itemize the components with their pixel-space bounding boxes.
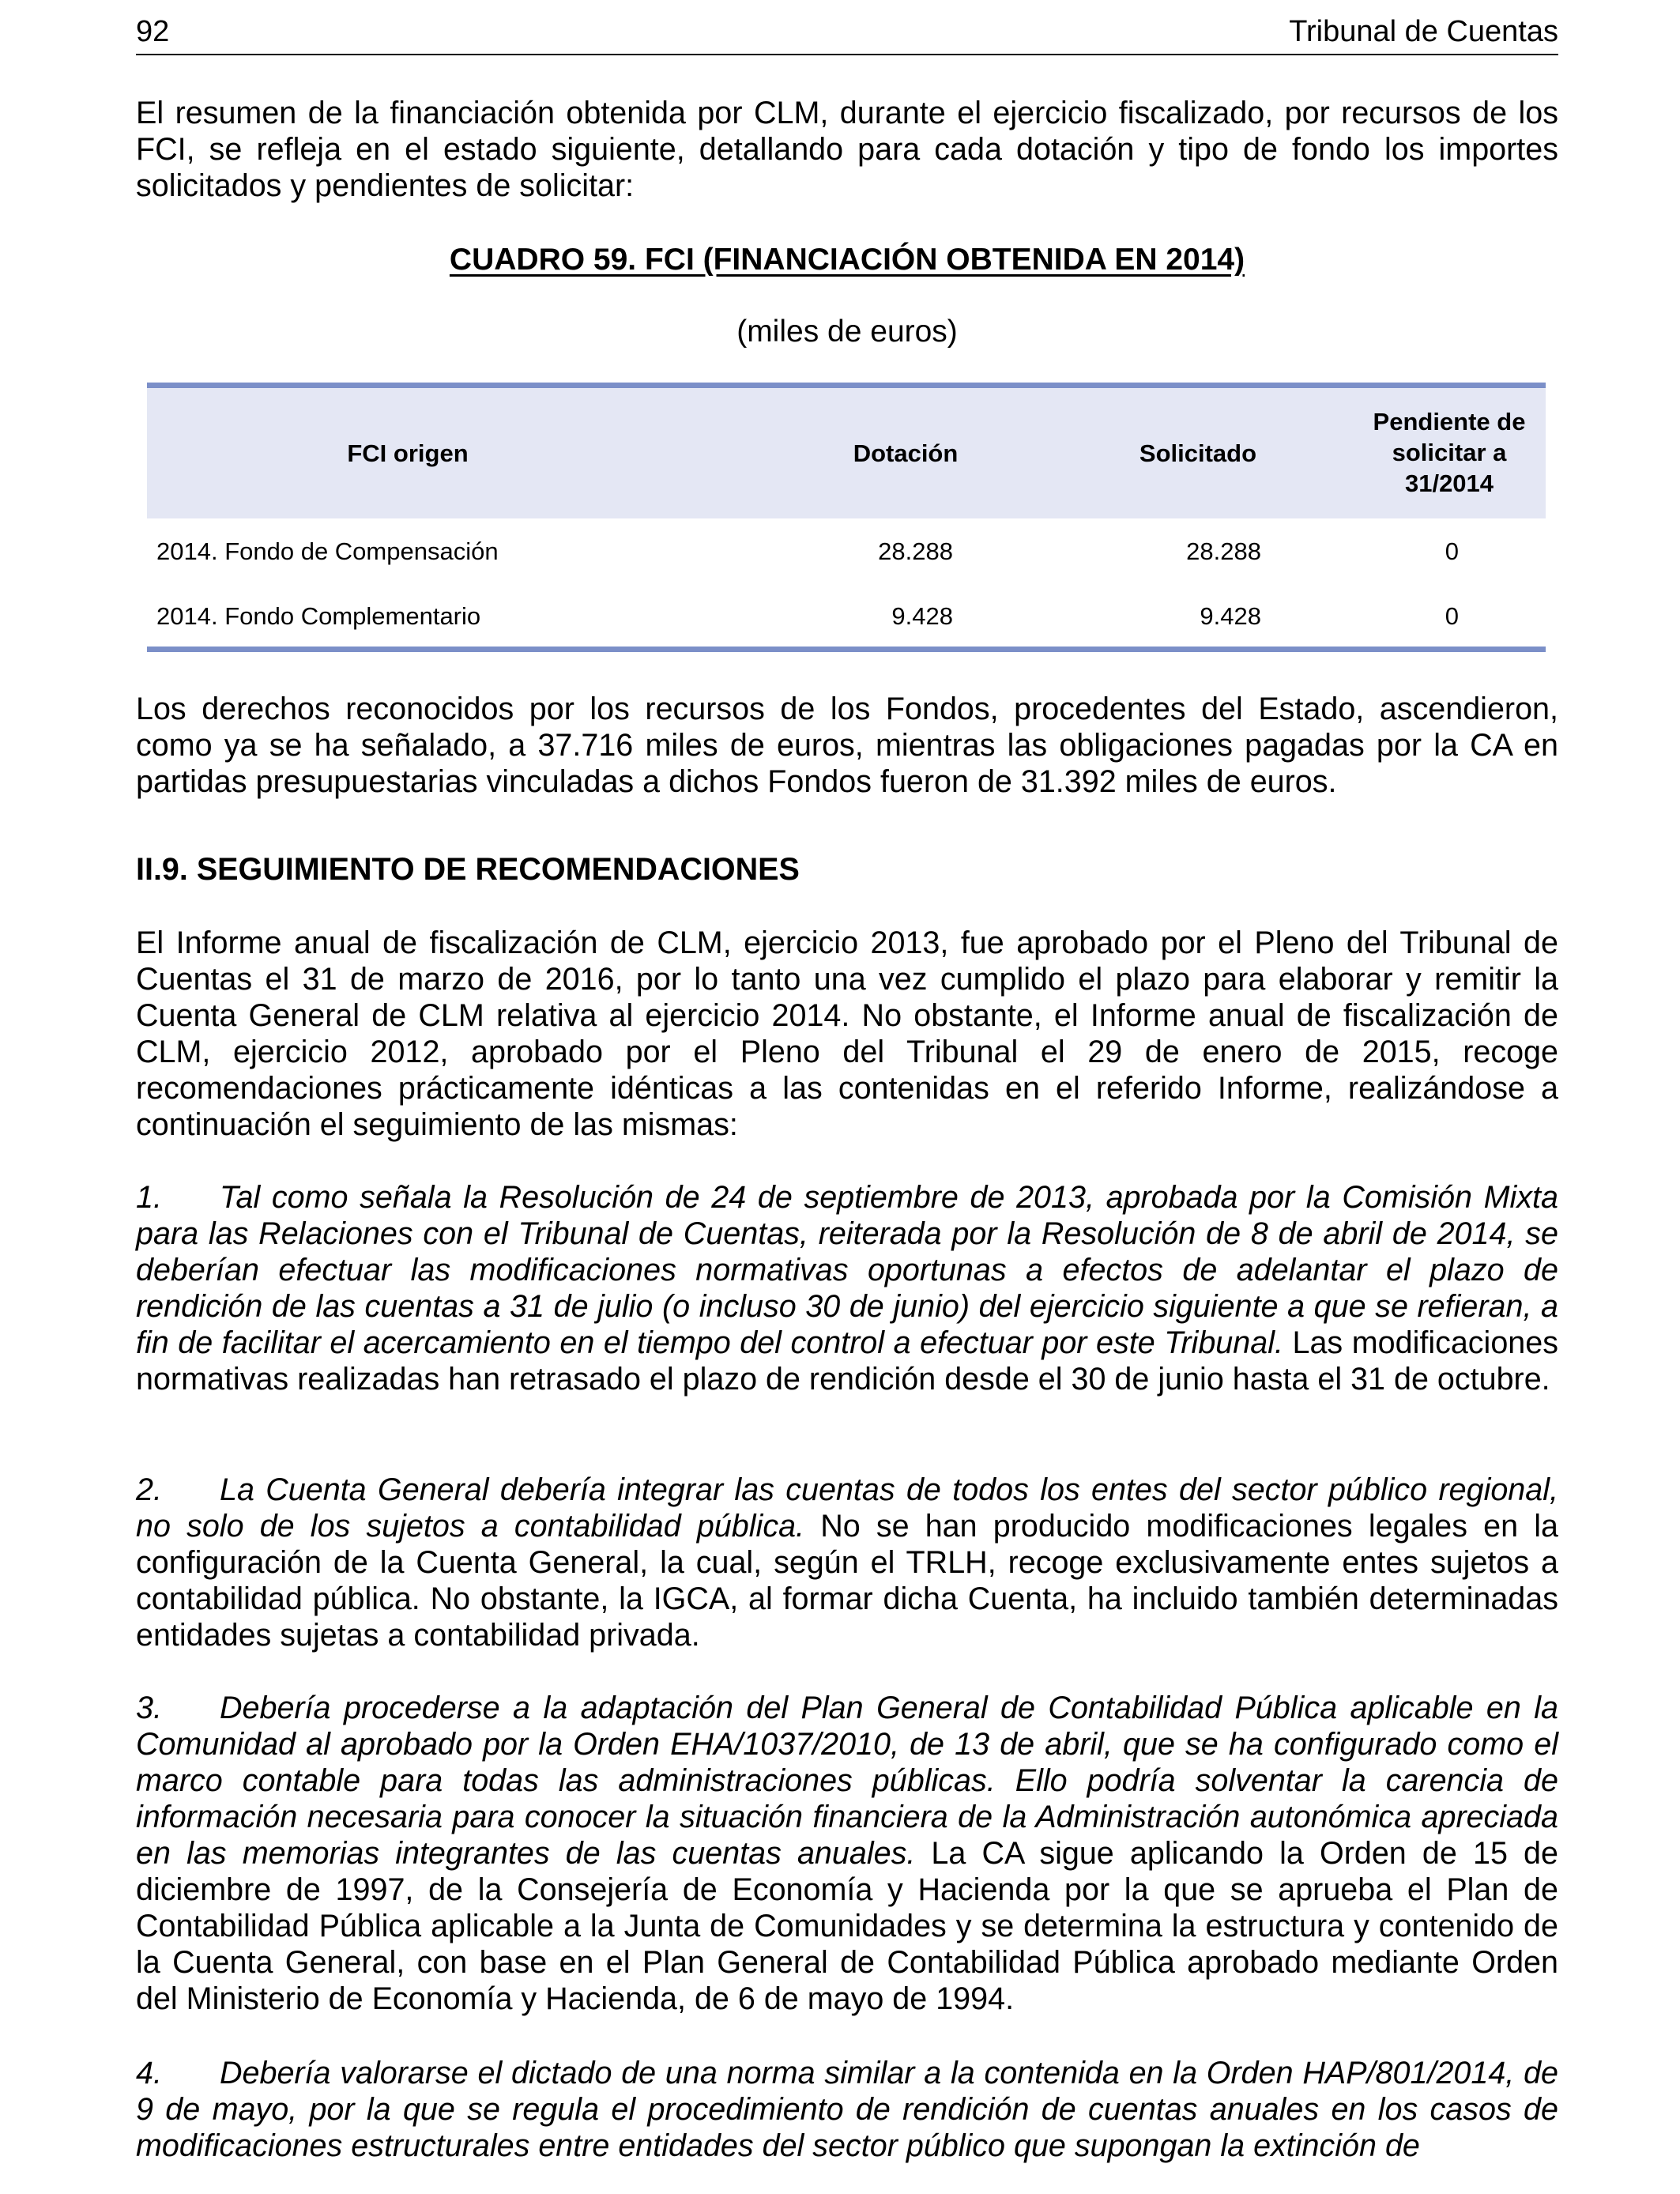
cell-solicitado: 9.428 [1200, 602, 1261, 630]
recommendation-italic: La Cuenta General debería integrar las cuentas de todos los entes del sector público regional, no solo de los sujetos a contabilidad pública. [136, 1472, 1558, 1544]
intro-paragraph [136, 95, 1558, 204]
col-header-pendiente [1354, 406, 1544, 499]
recommendation-3 [136, 1690, 1558, 2017]
header-publication: Tribunal de Cuentas [1289, 15, 1558, 48]
col-header-solicitado: Solicitado [1139, 439, 1257, 467]
cell-origen: 2014. Fondo Complementario [156, 602, 481, 630]
derechos-text: Los derechos reconocidos por los recursos de los Fondos, procedentes del Estado, ascendieron, como ya se ha señalado, a 37.716 miles de euros, mientras las obligaciones pagadas por la CA en partidas presupuestarias vinculadas a dichos Fondos fueron de 31.392 miles de euros. [136, 692, 1558, 799]
page-number: 92 [136, 15, 170, 48]
recommendation-followup: No se han producido modificaciones legales en la configuración de la Cuenta General, la cual, según el TRLH, recoge exclusivamente entes sujetos a contabilidad pública. No obstante, la IGCA, al formar dicha Cuenta, ha incluido también determinadas entidades sujetas a contabilidad privada. [136, 1509, 1559, 1653]
recommendation-italic: Debería procederse a la adaptación del Plan General de Contabilidad Pública aplicable en la Comunidad al aprobado por la Orden EHA/1037/2010, de 13 de abril, que se ha configurado como el marco contable para todas las administraciones públicas. Ello podría solventar la carencia de información necesaria para conocer la situación financiera de la Administración autonómica apreciada en las memorias integrantes de las cuentas anuales. [136, 1691, 1558, 1871]
cell-origen: 2014. Fondo de Compensación [156, 537, 499, 565]
recommendation-4 [136, 2055, 1558, 2164]
table-bottom-rule [147, 647, 1546, 652]
table-title: CUADRO 59. FCI (FINANCIACIÓN OBTENIDA EN 2014) [449, 243, 1245, 277]
section-intro-text: El Informe anual de fiscalización de CLM, ejercicio 2013, fue aprobado por el Pleno del Tribunal de Cuentas el 31 de marzo de 2016, por lo tanto una vez cumplido el plazo para elaborar y remitir la Cuenta General de CLM relativa al ejercicio 2014. No obstante, el Informe anual de fiscalización de CLM, ejercicio 2012, aprobado por el Pleno del Tribunal el 29 de enero de 2015, recoge recomendaciones prácticamente idénticas a las contenidas en el referido Informe, realizándose a continuación el seguimiento de las mismas: [136, 925, 1558, 1142]
recommendation-number: 2. [136, 1472, 162, 1507]
recommendation-italic: Debería valorarse el dictado de una norma similar a la contenida en la Orden HAP/801/2014, de 9 de mayo, por la que se regula el procedimiento de rendición de cuentas anuales en los casos de modificaciones estructurales entre entidades del sector público que supongan la extinción de [136, 2056, 1558, 2163]
recommendation-followup: La CA sigue aplicando la Orden de 15 de diciembre de 1997, de la Consejería de Economía y Hacienda por la que se aprueba el Plan de Contabilidad Pública aplicable a la Junta de Comunidades y se determina la estructura y contenido de la Cuenta General, con base en el Plan General de Contabilidad Pública aprobado mediante Orden del Ministerio de Economía y Hacienda, de 6 de mayo de 1994. [136, 1836, 1558, 2016]
recommendation-number: 1. [136, 1180, 162, 1215]
recommendation-number: 3. [136, 1691, 162, 1725]
cell-pendiente: 0 [1445, 602, 1459, 630]
cell-pendiente: 0 [1445, 537, 1459, 565]
col-header-pendiente-line1: Pendiente de [1373, 408, 1526, 435]
table-top-rule [147, 383, 1546, 388]
table-subtitle: (miles de euros) [736, 315, 958, 349]
derechos-paragraph [136, 691, 1558, 800]
recommendation-1 [136, 1179, 1558, 1397]
col-header-dotacion: Dotación [853, 439, 959, 467]
section-intro-paragraph [136, 925, 1558, 1143]
cell-dotacion: 9.428 [891, 602, 953, 630]
fci-table [147, 383, 1546, 653]
page-header [136, 14, 1558, 55]
col-header-origen: FCI origen [347, 439, 469, 467]
recommendation-italic: Tal como señala la Resolución de 24 de septiembre de 2013, aprobada por la Comisión Mixta para las Relaciones con el Tribunal de Cuentas, reiterada por la Resolución de 8 de abril de 2014, se deberían efectuar las modificaciones normativas oportunas a efectos de adelantar el plazo de rendición de las cuentas a 31 de julio (o incluso 30 de junio) del ejercicio siguiente a que se refieran, a fin de facilitar el acercamiento en el tiempo del control a efectuar por este Tribunal. [136, 1180, 1558, 1360]
recommendation-2 [136, 1472, 1558, 1653]
col-header-pendiente-line2: solicitar a [1392, 439, 1507, 466]
cell-solicitado: 28.288 [1186, 537, 1261, 565]
recommendation-number: 4. [136, 2056, 162, 2090]
col-header-pendiente-line3: 31/2014 [1404, 469, 1494, 497]
intro-text: El resumen de la financiación obtenida por CLM, durante el ejercicio fiscalizado, por recursos de los FCI, se refleja en el estado siguiente, detallando para cada dotación y tipo de fondo los importes solicitados y pendientes de solicitar: [136, 96, 1558, 203]
cell-dotacion: 28.288 [878, 537, 953, 565]
recommendation-followup: Las modificaciones normativas realizadas han retrasado el plazo de rendición desde el 30 de junio hasta el 31 de octubre. [136, 1325, 1558, 1397]
section-heading: II.9. SEGUIMIENTO DE RECOMENDACIONES [136, 852, 800, 887]
